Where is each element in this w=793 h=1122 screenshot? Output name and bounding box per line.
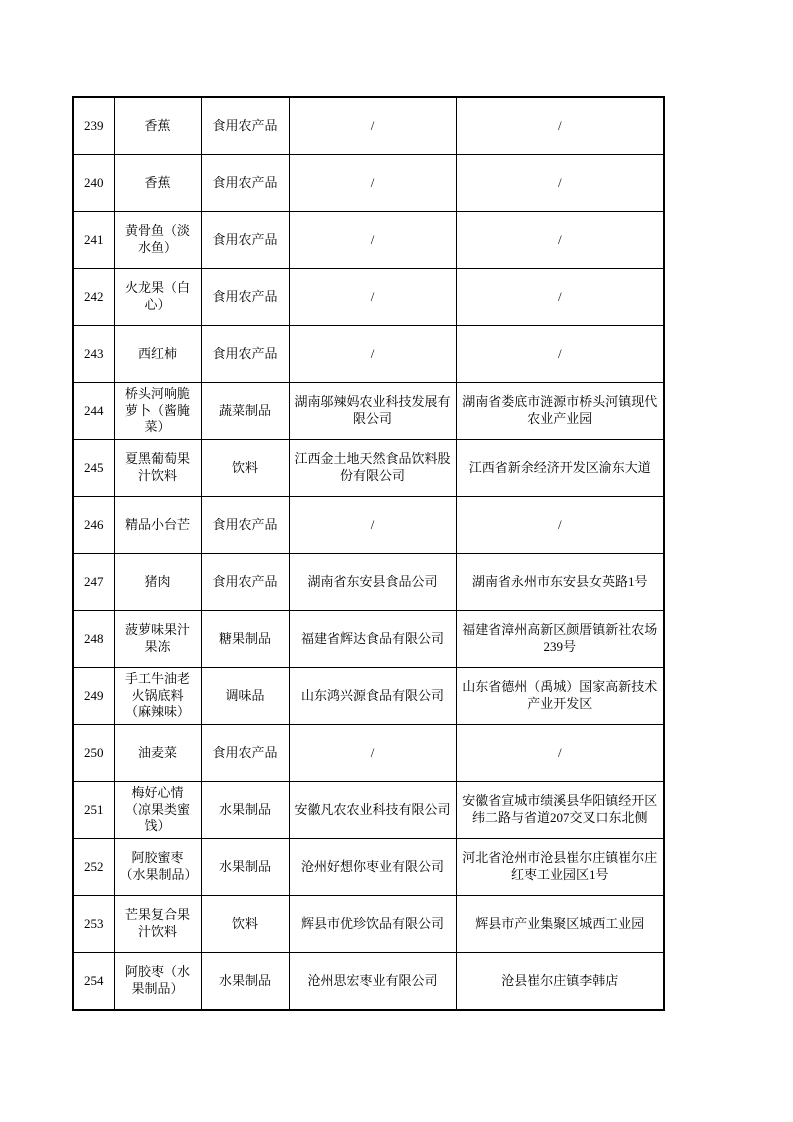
cell-category: 食用农产品 <box>201 326 289 383</box>
cell-company: 湖南邬辣妈农业科技发展有限公司 <box>289 383 456 440</box>
cell-product: 阿胶枣（水果制品） <box>114 953 201 1011</box>
cell-no: 244 <box>73 383 114 440</box>
cell-no: 251 <box>73 782 114 839</box>
cell-address: 湖南省娄底市涟源市桥头河镇现代农业产业园 <box>456 383 664 440</box>
table-row <box>73 97 664 155</box>
cell-company: 沧州好想你枣业有限公司 <box>289 839 456 896</box>
cell-category: 糖果制品 <box>201 611 289 668</box>
cell-address: 安徽省宣城市绩溪县华阳镇经开区纬二路与省道207交叉口东北侧 <box>456 782 664 839</box>
cell-category: 食用农产品 <box>201 497 289 554</box>
cell-category: 饮料 <box>201 896 289 953</box>
table-row <box>73 896 664 953</box>
cell-company: 安徽凡农农业科技有限公司 <box>289 782 456 839</box>
cell-category: 食用农产品 <box>201 155 289 212</box>
cell-category: 水果制品 <box>201 839 289 896</box>
table-row <box>73 440 664 497</box>
cell-no: 242 <box>73 269 114 326</box>
cell-address: / <box>456 155 664 212</box>
cell-category: 调味品 <box>201 668 289 725</box>
cell-address: 沧县崔尔庄镇李韩店 <box>456 953 664 1011</box>
cell-no: 245 <box>73 440 114 497</box>
cell-address: 江西省新余经济开发区渝东大道 <box>456 440 664 497</box>
cell-company: / <box>289 97 456 155</box>
cell-category: 水果制品 <box>201 953 289 1011</box>
cell-address: / <box>456 326 664 383</box>
cell-product: 夏黑葡萄果汁饮料 <box>114 440 201 497</box>
cell-address: / <box>456 725 664 782</box>
cell-no: 248 <box>73 611 114 668</box>
table-row <box>73 326 664 383</box>
table-row <box>73 497 664 554</box>
cell-product: 香蕉 <box>114 155 201 212</box>
cell-company: / <box>289 269 456 326</box>
cell-address: / <box>456 497 664 554</box>
cell-address: / <box>456 269 664 326</box>
cell-product: 油麦菜 <box>114 725 201 782</box>
cell-no: 250 <box>73 725 114 782</box>
table-row <box>73 212 664 269</box>
cell-product: 黄骨鱼（淡水鱼） <box>114 212 201 269</box>
table-row <box>73 839 664 896</box>
cell-company: 辉县市优珍饮品有限公司 <box>289 896 456 953</box>
cell-address: 辉县市产业集聚区城西工业园 <box>456 896 664 953</box>
cell-no: 252 <box>73 839 114 896</box>
table-row <box>73 782 664 839</box>
cell-category: 饮料 <box>201 440 289 497</box>
cell-no: 254 <box>73 953 114 1011</box>
cell-address: 河北省沧州市沧县崔尔庄镇崔尔庄红枣工业园区1号 <box>456 839 664 896</box>
cell-category: 食用农产品 <box>201 725 289 782</box>
cell-product: 西红柿 <box>114 326 201 383</box>
table-row <box>73 383 664 440</box>
cell-address: 山东省德州（禹城）国家高新技术产业开发区 <box>456 668 664 725</box>
table-row <box>73 953 664 1011</box>
products-table <box>72 96 665 1011</box>
cell-company: 沧州思宏枣业有限公司 <box>289 953 456 1011</box>
cell-product: 精品小台芒 <box>114 497 201 554</box>
table-row <box>73 611 664 668</box>
cell-company: 湖南省东安县食品公司 <box>289 554 456 611</box>
cell-product: 梅好心情（凉果类蜜饯） <box>114 782 201 839</box>
table-row <box>73 725 664 782</box>
products-table-body <box>73 97 664 1010</box>
cell-company: / <box>289 725 456 782</box>
cell-no: 247 <box>73 554 114 611</box>
cell-company: / <box>289 212 456 269</box>
cell-category: 食用农产品 <box>201 212 289 269</box>
cell-product: 芒果复合果汁饮料 <box>114 896 201 953</box>
cell-product: 手工牛油老火锅底料（麻辣味） <box>114 668 201 725</box>
cell-no: 253 <box>73 896 114 953</box>
cell-no: 246 <box>73 497 114 554</box>
cell-product: 阿胶蜜枣（水果制品） <box>114 839 201 896</box>
cell-product: 猪肉 <box>114 554 201 611</box>
cell-category: 食用农产品 <box>201 554 289 611</box>
cell-address: 福建省漳州高新区颜厝镇新社农场239号 <box>456 611 664 668</box>
cell-category: 蔬菜制品 <box>201 383 289 440</box>
cell-address: / <box>456 97 664 155</box>
cell-company: / <box>289 155 456 212</box>
table-row <box>73 554 664 611</box>
cell-product: 菠萝味果汁果冻 <box>114 611 201 668</box>
table-row <box>73 155 664 212</box>
cell-company: / <box>289 497 456 554</box>
cell-no: 249 <box>73 668 114 725</box>
cell-no: 239 <box>73 97 114 155</box>
cell-category: 食用农产品 <box>201 97 289 155</box>
cell-address: 湖南省永州市东安县女英路1号 <box>456 554 664 611</box>
cell-category: 水果制品 <box>201 782 289 839</box>
cell-no: 240 <box>73 155 114 212</box>
table-row <box>73 269 664 326</box>
cell-product: 火龙果（白心） <box>114 269 201 326</box>
cell-product: 桥头河响脆萝卜（酱腌菜） <box>114 383 201 440</box>
table-row <box>73 668 664 725</box>
cell-product: 香蕉 <box>114 97 201 155</box>
cell-no: 243 <box>73 326 114 383</box>
cell-company: 福建省辉达食品有限公司 <box>289 611 456 668</box>
cell-address: / <box>456 212 664 269</box>
cell-no: 241 <box>73 212 114 269</box>
cell-company: 江西金土地天然食品饮料股份有限公司 <box>289 440 456 497</box>
cell-category: 食用农产品 <box>201 269 289 326</box>
cell-company: / <box>289 326 456 383</box>
cell-company: 山东鸿兴源食品有限公司 <box>289 668 456 725</box>
